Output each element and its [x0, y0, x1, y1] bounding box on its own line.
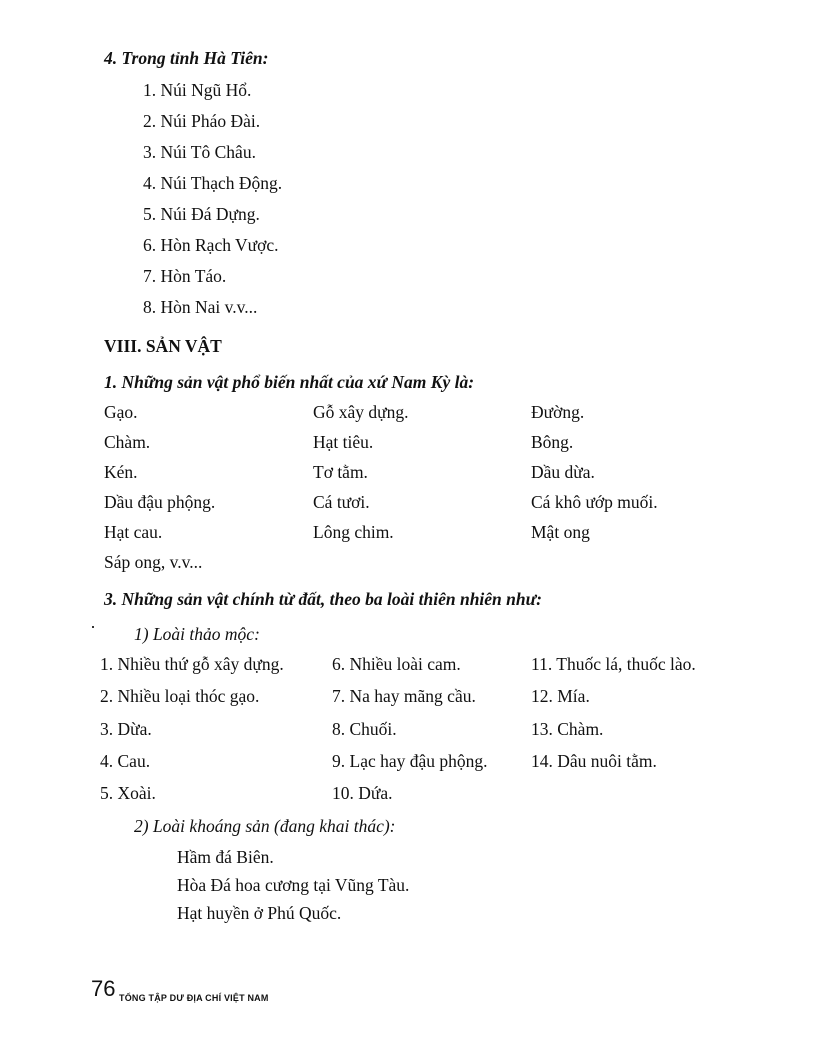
product-cell: Dầu đậu phộng.: [104, 492, 216, 512]
plant-item: 14. Dâu nuôi tằm.: [531, 750, 657, 771]
plant-item: 6. Nhiều loài cam.: [332, 654, 461, 674]
list-item: 2. Núi Pháo Đài.: [143, 111, 261, 131]
plant-item: 11. Thuốc lá, thuốc lào.: [531, 654, 696, 674]
list-item: 4. Núi Thạch Động.: [143, 173, 283, 193]
section-heading-ha-tien: 4. Trong tỉnh Hà Tiên:: [104, 48, 269, 68]
list-item: 1. Núi Ngũ Hổ.: [143, 80, 252, 100]
product-cell: Kén.: [104, 462, 138, 482]
plants-heading: 1) Loài thảo mộc:: [134, 624, 260, 644]
plant-item: 10. Dứa.: [332, 783, 393, 804]
plant-item: 9. Lạc hay đậu phộng.: [332, 750, 488, 771]
product-cell: Sáp ong, v.v...: [104, 552, 203, 572]
natural-products-heading: 3. Những sản vật chính từ đất, theo ba loài thiên nhiên như:: [104, 589, 542, 609]
plant-item: 3. Dừa.: [100, 718, 152, 739]
list-item: 3. Núi Tô Châu.: [143, 142, 256, 162]
page-number: 76: [91, 976, 116, 1001]
product-cell: Hạt cau.: [104, 522, 163, 542]
mineral-item: Hầm đá Biên.: [177, 847, 274, 867]
product-cell: Gạo.: [104, 402, 138, 422]
product-cell: Gỗ xây dựng.: [313, 402, 409, 422]
product-cell: Mật ong: [531, 522, 590, 542]
products-heading: 1. Những sản vật phổ biến nhất của xứ Nam Kỳ là:: [104, 372, 475, 392]
mineral-item: Hạt huyền ở Phú Quốc.: [177, 903, 342, 923]
list-item: 8. Hòn Nai v.v...: [143, 297, 258, 317]
list-item: 6. Hòn Rạch Vược.: [143, 235, 279, 255]
book-title-footer: TỔNG TẬP DƯ ĐỊA CHÍ VIỆT NAM: [119, 993, 269, 1003]
product-cell: Bông.: [531, 432, 574, 452]
chapter-title: VIII. SẢN VẬT: [104, 336, 222, 356]
minerals-heading: 2) Loài khoáng sản (đang khai thác):: [134, 816, 396, 836]
plant-item: 8. Chuối.: [332, 718, 397, 739]
plant-item: 5. Xoài.: [100, 783, 156, 804]
product-cell: Dầu dừa.: [531, 462, 595, 482]
stray-dot: [92, 626, 94, 628]
product-cell: Tơ tằm.: [313, 462, 368, 482]
plant-item: 1. Nhiều thứ gỗ xây dựng.: [100, 654, 284, 674]
product-cell: Cá tươi.: [313, 492, 370, 512]
plant-item: 13. Chàm.: [531, 718, 604, 739]
product-cell: Chàm.: [104, 432, 151, 452]
product-cell: Lông chim.: [313, 522, 394, 542]
product-cell: Hạt tiêu.: [313, 432, 374, 452]
mineral-item: Hòa Đá hoa cương tại Vũng Tàu.: [177, 875, 410, 895]
plant-item: 4. Cau.: [100, 750, 151, 771]
list-item: 5. Núi Đá Dựng.: [143, 204, 260, 224]
product-cell: Cá khô ướp muối.: [531, 492, 658, 512]
plant-item: 12. Mía.: [531, 686, 590, 707]
list-item: 7. Hòn Táo.: [143, 266, 227, 286]
product-cell: Đường.: [531, 402, 585, 422]
plant-item: 2. Nhiều loại thóc gạo.: [100, 686, 260, 707]
plant-item: 7. Na hay mãng cầu.: [332, 686, 476, 707]
